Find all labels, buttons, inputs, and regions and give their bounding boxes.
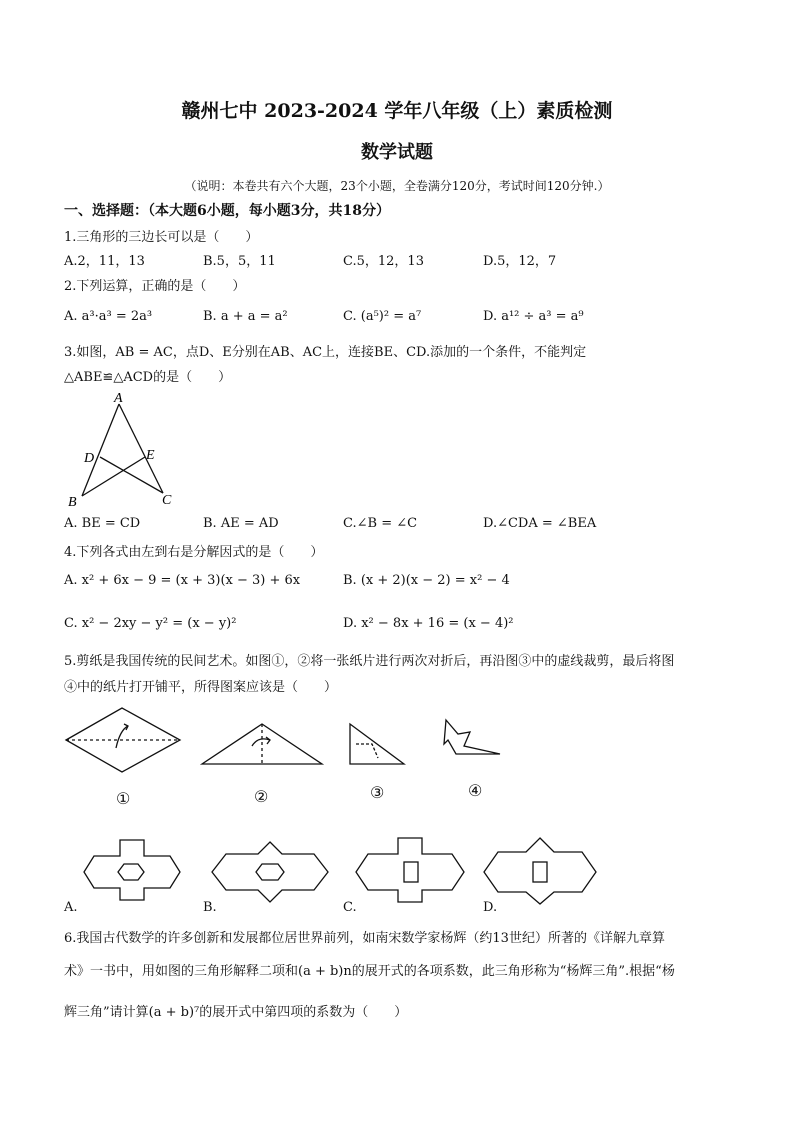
option-c-rectangle: [404, 862, 418, 882]
section-heading: 一、选择题：（本大题6小题，每小题3分，共18分）: [64, 203, 390, 219]
side-ac: [119, 404, 163, 493]
triangle-figure: [60, 390, 190, 510]
label-b: B: [68, 495, 77, 510]
q1-option-a[interactable]: A.2，11，13: [64, 254, 145, 269]
q2-option-a[interactable]: A. a³·a³ = 2a³: [64, 309, 153, 324]
exam-instructions: （说明：本卷共有六个大题，23个小题，全卷满分120分，考试时间120分钟.）: [184, 179, 610, 193]
exam-subtitle: 数学试题: [361, 142, 433, 163]
option-d-rectangle: [533, 862, 547, 882]
q5-option-d[interactable]: D.: [483, 900, 498, 915]
label-d: D: [84, 451, 95, 466]
option-a-shape: [84, 840, 180, 900]
step-3-cut-line: [356, 744, 378, 758]
q4-option-b[interactable]: B. (x + 2)(x − 2) = x² − 4: [343, 573, 510, 588]
question-6-line2: 术》一书中，用如图的三角形解释二项和(a + b)n的展开式的各项系数，此三角形称为“杨辉三角”.根据“杨: [64, 964, 675, 979]
question-6-line3: 辉三角”请计算(a + b)⁷的展开式中第四项的系数为（ ）: [64, 1005, 408, 1020]
step-2-arrow-head: [266, 737, 270, 744]
option-c-shape: [356, 838, 464, 902]
question-2-stem: 2.下列运算，正确的是（ ）: [64, 279, 246, 294]
question-3-stem-line2: △ABE≌△ACD的是（ ）: [64, 370, 232, 385]
q5-option-a[interactable]: A.: [64, 900, 78, 915]
q5-option-b[interactable]: B.: [203, 900, 217, 915]
question-5-stem-line1: 5.剪纸是我国传统的民间艺术。如图①，②将一张纸片进行两次对折后，再沿图③中的虚线裁剪，最后将图: [64, 654, 675, 669]
option-b-hexagon: [256, 864, 284, 880]
q3-option-c[interactable]: C.∠B = ∠C: [343, 516, 418, 531]
label-c: C: [162, 493, 172, 508]
q3-option-d[interactable]: D.∠CDA = ∠BEA: [483, 516, 597, 531]
q5-option-c[interactable]: C.: [343, 900, 357, 915]
q4-option-c[interactable]: C. x² − 2xy − y² = (x − y)²: [64, 616, 237, 631]
q2-option-b[interactable]: B. a + a = a²: [203, 309, 288, 324]
label-e: E: [146, 448, 155, 463]
q1-option-b[interactable]: B.5，5，11: [203, 254, 276, 269]
q1-option-c[interactable]: C.5，12，13: [343, 254, 424, 269]
step-4-label: ④: [468, 783, 483, 800]
q2-option-c[interactable]: C. (a⁵)² = a⁷: [343, 309, 422, 324]
q1-option-d[interactable]: D.5，12，7: [483, 254, 557, 269]
option-b-shape: [212, 842, 328, 902]
step-2-label: ②: [254, 789, 269, 806]
folding-steps-figure: [60, 700, 520, 810]
option-d-shape: [484, 838, 596, 904]
side-ab: [82, 404, 119, 496]
exam-title: 赣州七中 2023-2024 学年八年级（上）素质检测: [181, 100, 613, 122]
q4-option-d[interactable]: D. x² − 8x + 16 = (x − 4)²: [343, 616, 514, 631]
question-1-stem: 1.三角形的三边长可以是（ ）: [64, 230, 259, 245]
q3-option-b[interactable]: B. AE = AD: [203, 516, 279, 531]
step-3-label: ③: [370, 785, 385, 802]
step-2-fold-arrow: [252, 739, 270, 746]
question-3-stem-line1: 3.如图，AB = AC，点D、E分别在AB、AC上，连接BE、CD.添加的一个条件，不能判定: [64, 345, 587, 360]
paper-cut-answers-figure: [60, 828, 640, 908]
q2-option-d[interactable]: D. a¹² ÷ a³ = a⁹: [483, 309, 584, 324]
question-5-stem-line2: ④中的纸片打开铺平，所得图案应该是（ ）: [64, 680, 338, 695]
step-1-label: ①: [116, 791, 131, 808]
label-a: A: [114, 391, 123, 406]
q4-option-a[interactable]: A. x² + 6x − 9 = (x + 3)(x − 3) + 6x: [64, 573, 301, 588]
option-a-hexagon: [118, 864, 144, 880]
step-4-shape: [444, 720, 500, 754]
question-6-line1: 6.我国古代数学的许多创新和发展都位居世界前列，如南宋数学家杨辉（约13世纪）所著的《详解九章算: [64, 931, 665, 946]
q3-option-a[interactable]: A. BE = CD: [64, 516, 141, 531]
question-4-stem: 4.下列各式由左到右是分解因式的是（ ）: [64, 545, 324, 560]
